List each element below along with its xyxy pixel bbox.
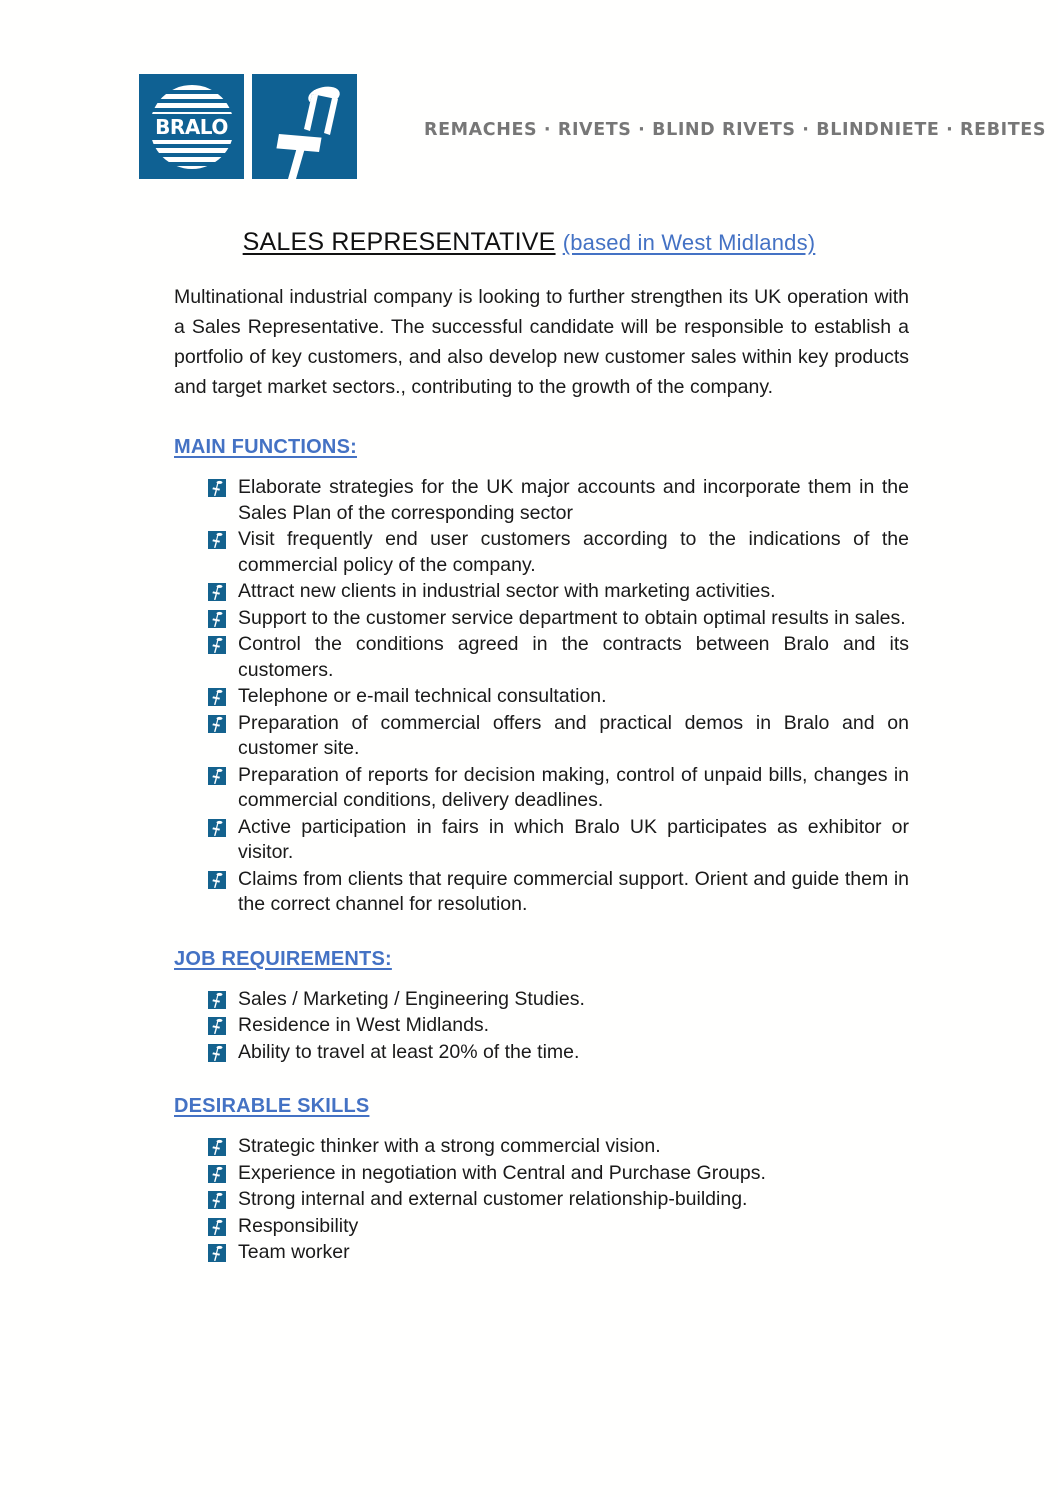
list-item xyxy=(208,1013,909,1039)
page-title-location: (based in West Midlands) xyxy=(562,230,816,255)
list-item xyxy=(208,475,909,526)
rivet-bullet-icon xyxy=(208,1244,226,1262)
main-functions-list xyxy=(174,475,909,918)
rivet-bullet-icon xyxy=(208,1138,226,1156)
list-item-text: Responsibility xyxy=(238,1214,359,1237)
list-item-text: Claims from clients that require commercial support. Orient and guide them in the correct channel for resolution. xyxy=(238,867,909,915)
list-item xyxy=(208,1040,909,1066)
blind-rivet-icon xyxy=(252,74,357,179)
rivet-bullet-icon xyxy=(208,1218,226,1236)
section-heading-main-functions: MAIN FUNCTIONS: xyxy=(174,436,357,458)
product-tagline: REMACHES · RIVETS · BLIND RIVETS · BLINDNIETE · REBITES xyxy=(424,120,1047,140)
rivet-bullet-icon xyxy=(208,1191,226,1209)
page-title xyxy=(0,228,1058,257)
page-title-main: SALES REPRESENTATIVE xyxy=(242,228,556,256)
list-item-text: Preparation of reports for decision making, control of unpaid bills, changes in commercial conditions, delivery deadlines. xyxy=(238,763,909,811)
rivet-bullet-icon xyxy=(208,610,226,628)
list-item xyxy=(208,1214,909,1240)
list-item-text: Support to the customer service department to obtain optimal results in sales. xyxy=(238,606,906,629)
list-item-text: Strong internal and external customer relationship-building. xyxy=(238,1188,748,1210)
rivet-bullet-icon xyxy=(208,871,226,889)
section-heading-desirable-skills: DESIRABLE SKILLS xyxy=(174,1095,370,1117)
rivet-bullet-icon xyxy=(208,991,226,1009)
list-item xyxy=(208,1240,909,1266)
rivet-bullet-icon xyxy=(208,636,226,654)
rivet-bullet-icon xyxy=(208,583,226,601)
list-item-text: Control the conditions agreed in the contracts between Bralo and its customers. xyxy=(238,633,909,681)
list-item xyxy=(208,815,909,866)
list-item-text: Residence in West Midlands. xyxy=(238,1014,490,1036)
bralo-logo xyxy=(139,74,357,179)
bralo-wordmark: BRALO xyxy=(139,114,244,140)
list-item-text: Active participation in fairs in which Bralo UK participates as exhibitor or visitor. xyxy=(238,815,909,863)
rivet-bullet-icon xyxy=(208,531,226,549)
rivet-bullet-icon xyxy=(208,1017,226,1035)
bralo-globe-logo-icon xyxy=(139,74,244,179)
document-header xyxy=(139,74,1047,182)
list-item-text: Visit frequently end user customers according to the indications of the commercial policy of the company. xyxy=(238,528,909,576)
list-item-text: Ability to travel at least 20% of the time. xyxy=(238,1040,580,1063)
list-item xyxy=(208,606,909,632)
list-item-text: Strategic thinker with a strong commercial vision. xyxy=(238,1135,661,1157)
rivet-illustration xyxy=(252,74,357,179)
rivet-bullet-icon xyxy=(208,479,226,497)
list-item xyxy=(208,987,909,1013)
list-item xyxy=(208,1187,909,1213)
list-item xyxy=(208,867,909,918)
list-item-text: Preparation of commercial offers and practical demos in Bralo and on customer site. xyxy=(238,711,909,759)
list-item-text: Attract new clients in industrial sector with marketing activities. xyxy=(238,580,776,602)
rivet-bullet-icon xyxy=(208,819,226,837)
list-item-text: Elaborate strategies for the UK major accounts and incorporate them in the Sales Plan of the corresponding sector xyxy=(238,476,909,524)
job-requirements-list xyxy=(174,987,909,1066)
document-body xyxy=(174,282,909,1296)
rivet-bullet-icon xyxy=(208,1165,226,1183)
rivet-bullet-icon xyxy=(208,715,226,733)
desirable-skills-list xyxy=(174,1134,909,1266)
list-item-text: Sales / Marketing / Engineering Studies. xyxy=(238,987,585,1010)
list-item xyxy=(208,1134,909,1160)
rivet-bullet-icon xyxy=(208,688,226,706)
list-item-text: Experience in negotiation with Central and Purchase Groups. xyxy=(238,1161,766,1184)
list-item xyxy=(208,1161,909,1187)
list-item xyxy=(208,632,909,683)
list-item xyxy=(208,527,909,578)
list-item-text: Telephone or e-mail technical consultation. xyxy=(238,685,607,707)
section-heading-job-requirements: JOB REQUIREMENTS: xyxy=(174,947,392,970)
rivet-bullet-icon xyxy=(208,767,226,785)
list-item xyxy=(208,711,909,762)
list-item-text: Team worker xyxy=(238,1241,350,1263)
intro-paragraph: Multinational industrial company is looking to further strengthen its UK operation with a Sales Representative. The successful candidate will be responsible to establish a portfolio of key customers, and also develop new customer sales within key products and target market sectors., contributing to the growth of the company. xyxy=(174,286,909,398)
rivet-bullet-icon xyxy=(208,1044,226,1062)
list-item xyxy=(208,763,909,814)
list-item xyxy=(208,579,909,605)
list-item xyxy=(208,684,909,710)
